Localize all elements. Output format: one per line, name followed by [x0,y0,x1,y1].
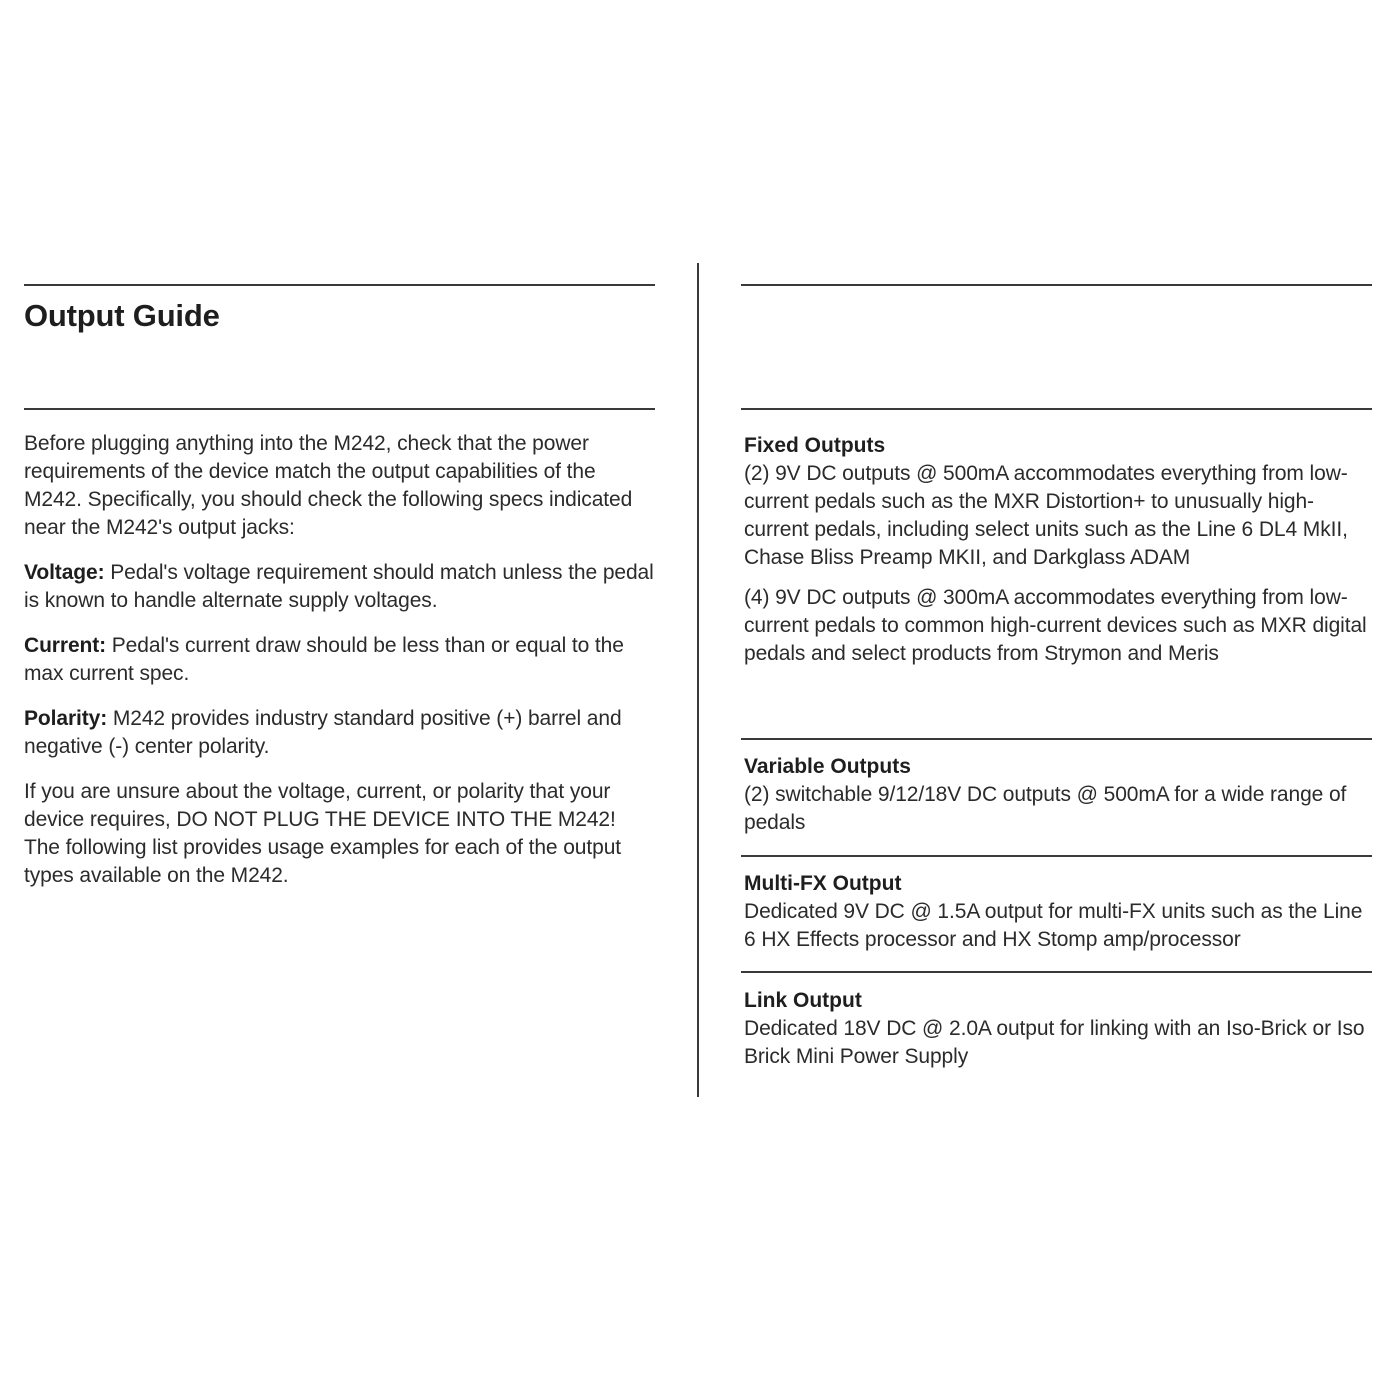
current-text: Pedal's current draw should be less than or equal to the max current spec. [24,634,624,685]
variable-divider [741,738,1372,740]
intro-section [24,430,654,907]
multifx-output-heading: Multi-FX Output [744,872,902,895]
link-output-section [744,987,1374,1088]
current-spec [24,632,654,688]
polarity-spec [24,705,654,761]
multifx-divider [741,855,1372,857]
column-divider [697,263,699,1097]
link-output-heading: Link Output [744,989,862,1012]
multifx-output-section [744,870,1374,971]
title-rule-right [741,408,1372,410]
variable-outputs-text: (2) switchable 9/12/18V DC outputs @ 500mA for a wide range of pedals [744,783,1347,834]
fixed-outputs-section [744,432,1374,685]
current-label: Current: [24,634,107,657]
warning-paragraph: If you are unsure about the voltage, current, or polarity that your device requires, DO NOT PLUG THE DEVICE INTO THE M242! The following list provides usage examples for each of the output types available on the M242. [24,780,622,887]
page-title: Output Guide [24,298,220,333]
link-divider [741,971,1372,973]
top-rule-left [24,284,655,286]
title-rule-left [24,408,655,410]
voltage-label: Voltage: [24,561,105,584]
fixed-outputs-500ma: (2) 9V DC outputs @ 500mA accommodates everything from low-current pedals such as the MXR Distortion+ to unusually high-current pedals, including select units such as the Line 6 DL4 MkII, Chase Bliss Preamp MKII, and Darkglass ADAM [744,462,1348,569]
voltage-spec [24,559,654,615]
variable-outputs-heading: Variable Outputs [744,755,911,778]
variable-outputs-section [744,753,1374,854]
polarity-label: Polarity: [24,707,108,730]
top-rule-right [741,284,1372,286]
link-output-text: Dedicated 18V DC @ 2.0A output for linking with an Iso-Brick or Iso Brick Mini Power Supply [744,1017,1365,1068]
fixed-outputs-300ma: (4) 9V DC outputs @ 300mA accommodates everything from low-current pedals to common high-current devices such as MXR digital pedals and select products from Strymon and Meris [744,586,1367,665]
intro-paragraph: Before plugging anything into the M242, check that the power requirements of the device match the output capabilities of the M242. Specifically, you should check the following specs indicated near the M242's output jacks: [24,432,633,539]
multifx-output-text: Dedicated 9V DC @ 1.5A output for multi-FX units such as the Line 6 HX Effects processor and HX Stomp amp/processor [744,900,1363,951]
voltage-text: Pedal's voltage requirement should match unless the pedal is known to handle alternate supply voltages. [24,561,654,612]
polarity-text: M242 provides industry standard positive (+) barrel and negative (-) center polarity. [24,707,622,758]
fixed-outputs-heading: Fixed Outputs [744,434,886,457]
